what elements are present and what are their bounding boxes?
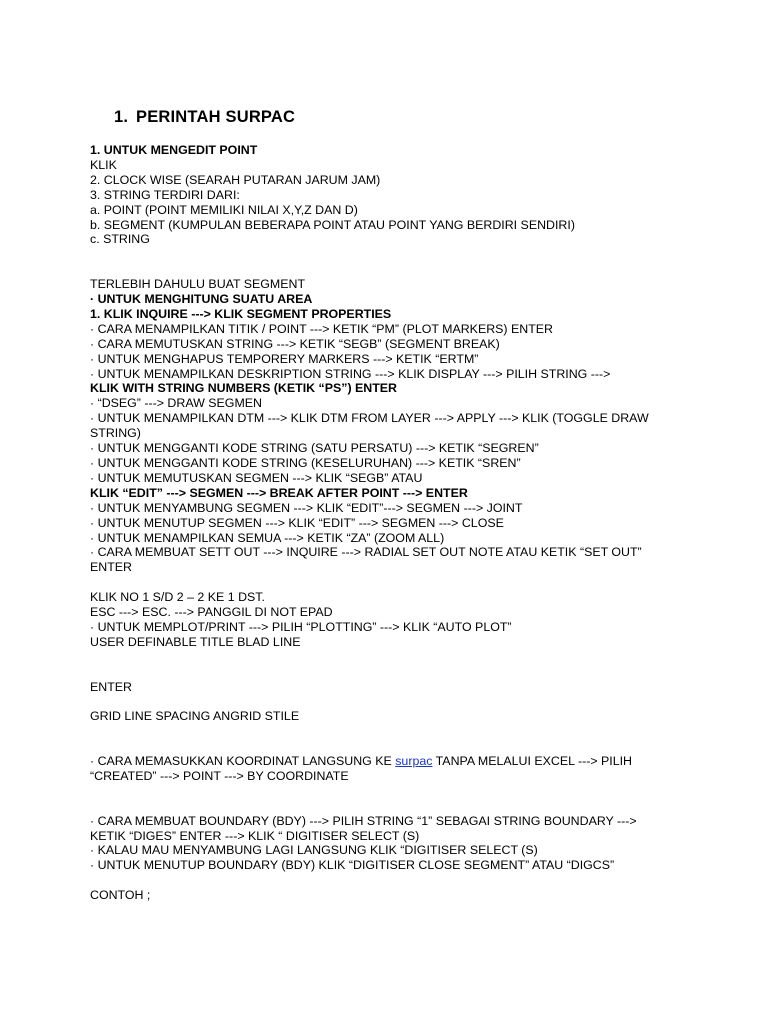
text-line: · CARA MENAMPILKAN TITIK / POINT ---> KETIK “PM” (PLOT MARKERS) ENTER bbox=[90, 321, 553, 336]
spacer bbox=[90, 575, 690, 590]
heading-title: PERINTAH SURPAC bbox=[136, 108, 296, 126]
text-line: · UNTUK MEMUTUSKAN SEGMEN ---> KLIK “SEGB” ATAU bbox=[90, 470, 423, 485]
text-line: 1. KLIK INQUIRE ---> KLIK SEGMENT PROPERTIES bbox=[90, 306, 392, 321]
text-line: · UNTUK MENUTUP SEGMEN ---> KLIK “EDIT” ---> SEGMEN ---> CLOSE bbox=[90, 515, 504, 530]
text-line: · UNTUK MENGHAPUS TEMPORERY MARKERS ---> KETIK “ERTM” bbox=[90, 351, 479, 366]
spacer bbox=[90, 665, 690, 680]
spacer bbox=[90, 873, 690, 888]
text-line: · UNTUK MENGGANTI KODE STRING (SATU PERSATU) ---> KETIK “SEGREN” bbox=[90, 441, 539, 456]
text-line: · UNTUK MENUTUP BOUNDARY (BDY) KLIK “DIGITISER CLOSE SEGMENT” ATAU “DIGCS” bbox=[90, 858, 615, 873]
text-line: KLIK NO 1 S/D 2 – 2 KE 1 DST. bbox=[90, 590, 265, 605]
text-line: · KALAU MAU MENYAMBUNG LAGI LANGSUNG KLIK “DIGITISER SELECT (S) bbox=[90, 843, 538, 858]
text-line: ENTER bbox=[90, 560, 132, 575]
text-line: 1. UNTUK MENGEDIT POINT bbox=[90, 143, 258, 157]
text-line: KLIK WITH STRING NUMBERS (KETIK “PS”) ENTER bbox=[90, 381, 398, 396]
text-line: TERLEBIH DAHULU BUAT SEGMENT bbox=[90, 277, 306, 292]
spacer bbox=[90, 650, 690, 665]
text-line: GRID LINE SPACING ANGRID STILE bbox=[90, 709, 300, 724]
spacer bbox=[90, 694, 690, 709]
text-line: b. SEGMENT (KUMPULAN BEBERAPA POINT ATAU POINT YANG BERDIRI SENDIRI) bbox=[90, 217, 575, 232]
text-line: 2. CLOCK WISE (SEARAH PUTARAN JARUM JAM) bbox=[90, 172, 381, 187]
text-line: 3. STRING TERDIRI DARI: bbox=[90, 187, 240, 202]
spacer bbox=[90, 262, 690, 277]
surpac-link[interactable]: surpac bbox=[395, 754, 433, 769]
spacer bbox=[90, 724, 690, 739]
text-line: · UNTUK MEMPLOT/PRINT ---> PILIH “PLOTTING” ---> KLIK “AUTO PLOT” bbox=[90, 619, 512, 634]
text-line: · UNTUK MENGGANTI KODE STRING (KESELURUHAN) ---> KETIK “SREN” bbox=[90, 456, 521, 470]
text-line: KLIK bbox=[90, 157, 117, 172]
text-line: · CARA MEMBUAT SETT OUT ---> INQUIRE ---> RADIAL SET OUT NOTE ATAU KETIK “SET OUT” bbox=[90, 545, 642, 560]
text-line: USER DEFINABLE TITLE BLAD LINE bbox=[90, 634, 301, 649]
text-line: c. STRING bbox=[90, 232, 150, 247]
text-line: KLIK “EDIT” ---> SEGMEN ---> BREAK AFTER POINT ---> ENTER bbox=[90, 485, 468, 500]
text-line: ENTER bbox=[90, 679, 132, 694]
text-line: · CARA MEMUTUSKAN STRING ---> KETIK “SEGB” (SEGMENT BREAK) bbox=[90, 336, 500, 351]
spacer bbox=[90, 799, 690, 814]
text-line: · UNTUK MENGHITUNG SUATU AREA bbox=[90, 292, 313, 307]
spacer bbox=[90, 739, 690, 754]
surpac-text-before: · CARA MEMASUKKAN KOORDINAT LANGSUNG KE bbox=[90, 754, 396, 769]
spacer bbox=[90, 247, 690, 262]
text-line: ESC ---> ESC. ---> PANGGIL DI NOT EPAD bbox=[90, 605, 333, 620]
text-line: · CARA MEMBUAT BOUNDARY (BDY) ---> PILIH STRING “1” SEBAGAI STRING BOUNDARY ---> bbox=[90, 813, 637, 828]
section-heading bbox=[114, 108, 295, 127]
surpac-paragraph bbox=[90, 754, 690, 784]
spacer bbox=[90, 784, 690, 799]
surpac-text-after: TANPA MELALUI EXCEL ---> PILIH “CREATED” ---> POINT ---> BY COORDINATE bbox=[90, 754, 633, 783]
text-line: · UNTUK MENAMPILKAN DTM ---> KLIK DTM FROM LAYER ---> APPLY ---> KLIK (TOGGLE DRAW STRING) bbox=[90, 411, 649, 441]
text-line: · UNTUK MENYAMBUNG SEGMEN ---> KLIK “EDIT”---> SEGMEN ---> JOINT bbox=[90, 500, 523, 515]
text-line: · UNTUK MENAMPILKAN SEMUA ---> KETIK “ZA” (ZOOM ALL) bbox=[90, 530, 445, 545]
heading-number: 1. bbox=[114, 108, 129, 126]
text-line: · UNTUK MENAMPILKAN DESKRIPTION STRING ---> KLIK DISPLAY ---> PILIH STRING ---> bbox=[90, 366, 611, 381]
text-line: · “DSEG” ---> DRAW SEGMEN bbox=[90, 396, 262, 411]
text-line: KETIK “DIGES” ENTER ---> KLIK “ DIGITISER SELECT (S) bbox=[90, 828, 420, 843]
text-line: CONTOH ; bbox=[90, 888, 151, 903]
text-line: a. POINT (POINT MEMILIKI NILAI X,Y,Z DAN D) bbox=[90, 202, 358, 217]
document-body bbox=[90, 143, 690, 903]
